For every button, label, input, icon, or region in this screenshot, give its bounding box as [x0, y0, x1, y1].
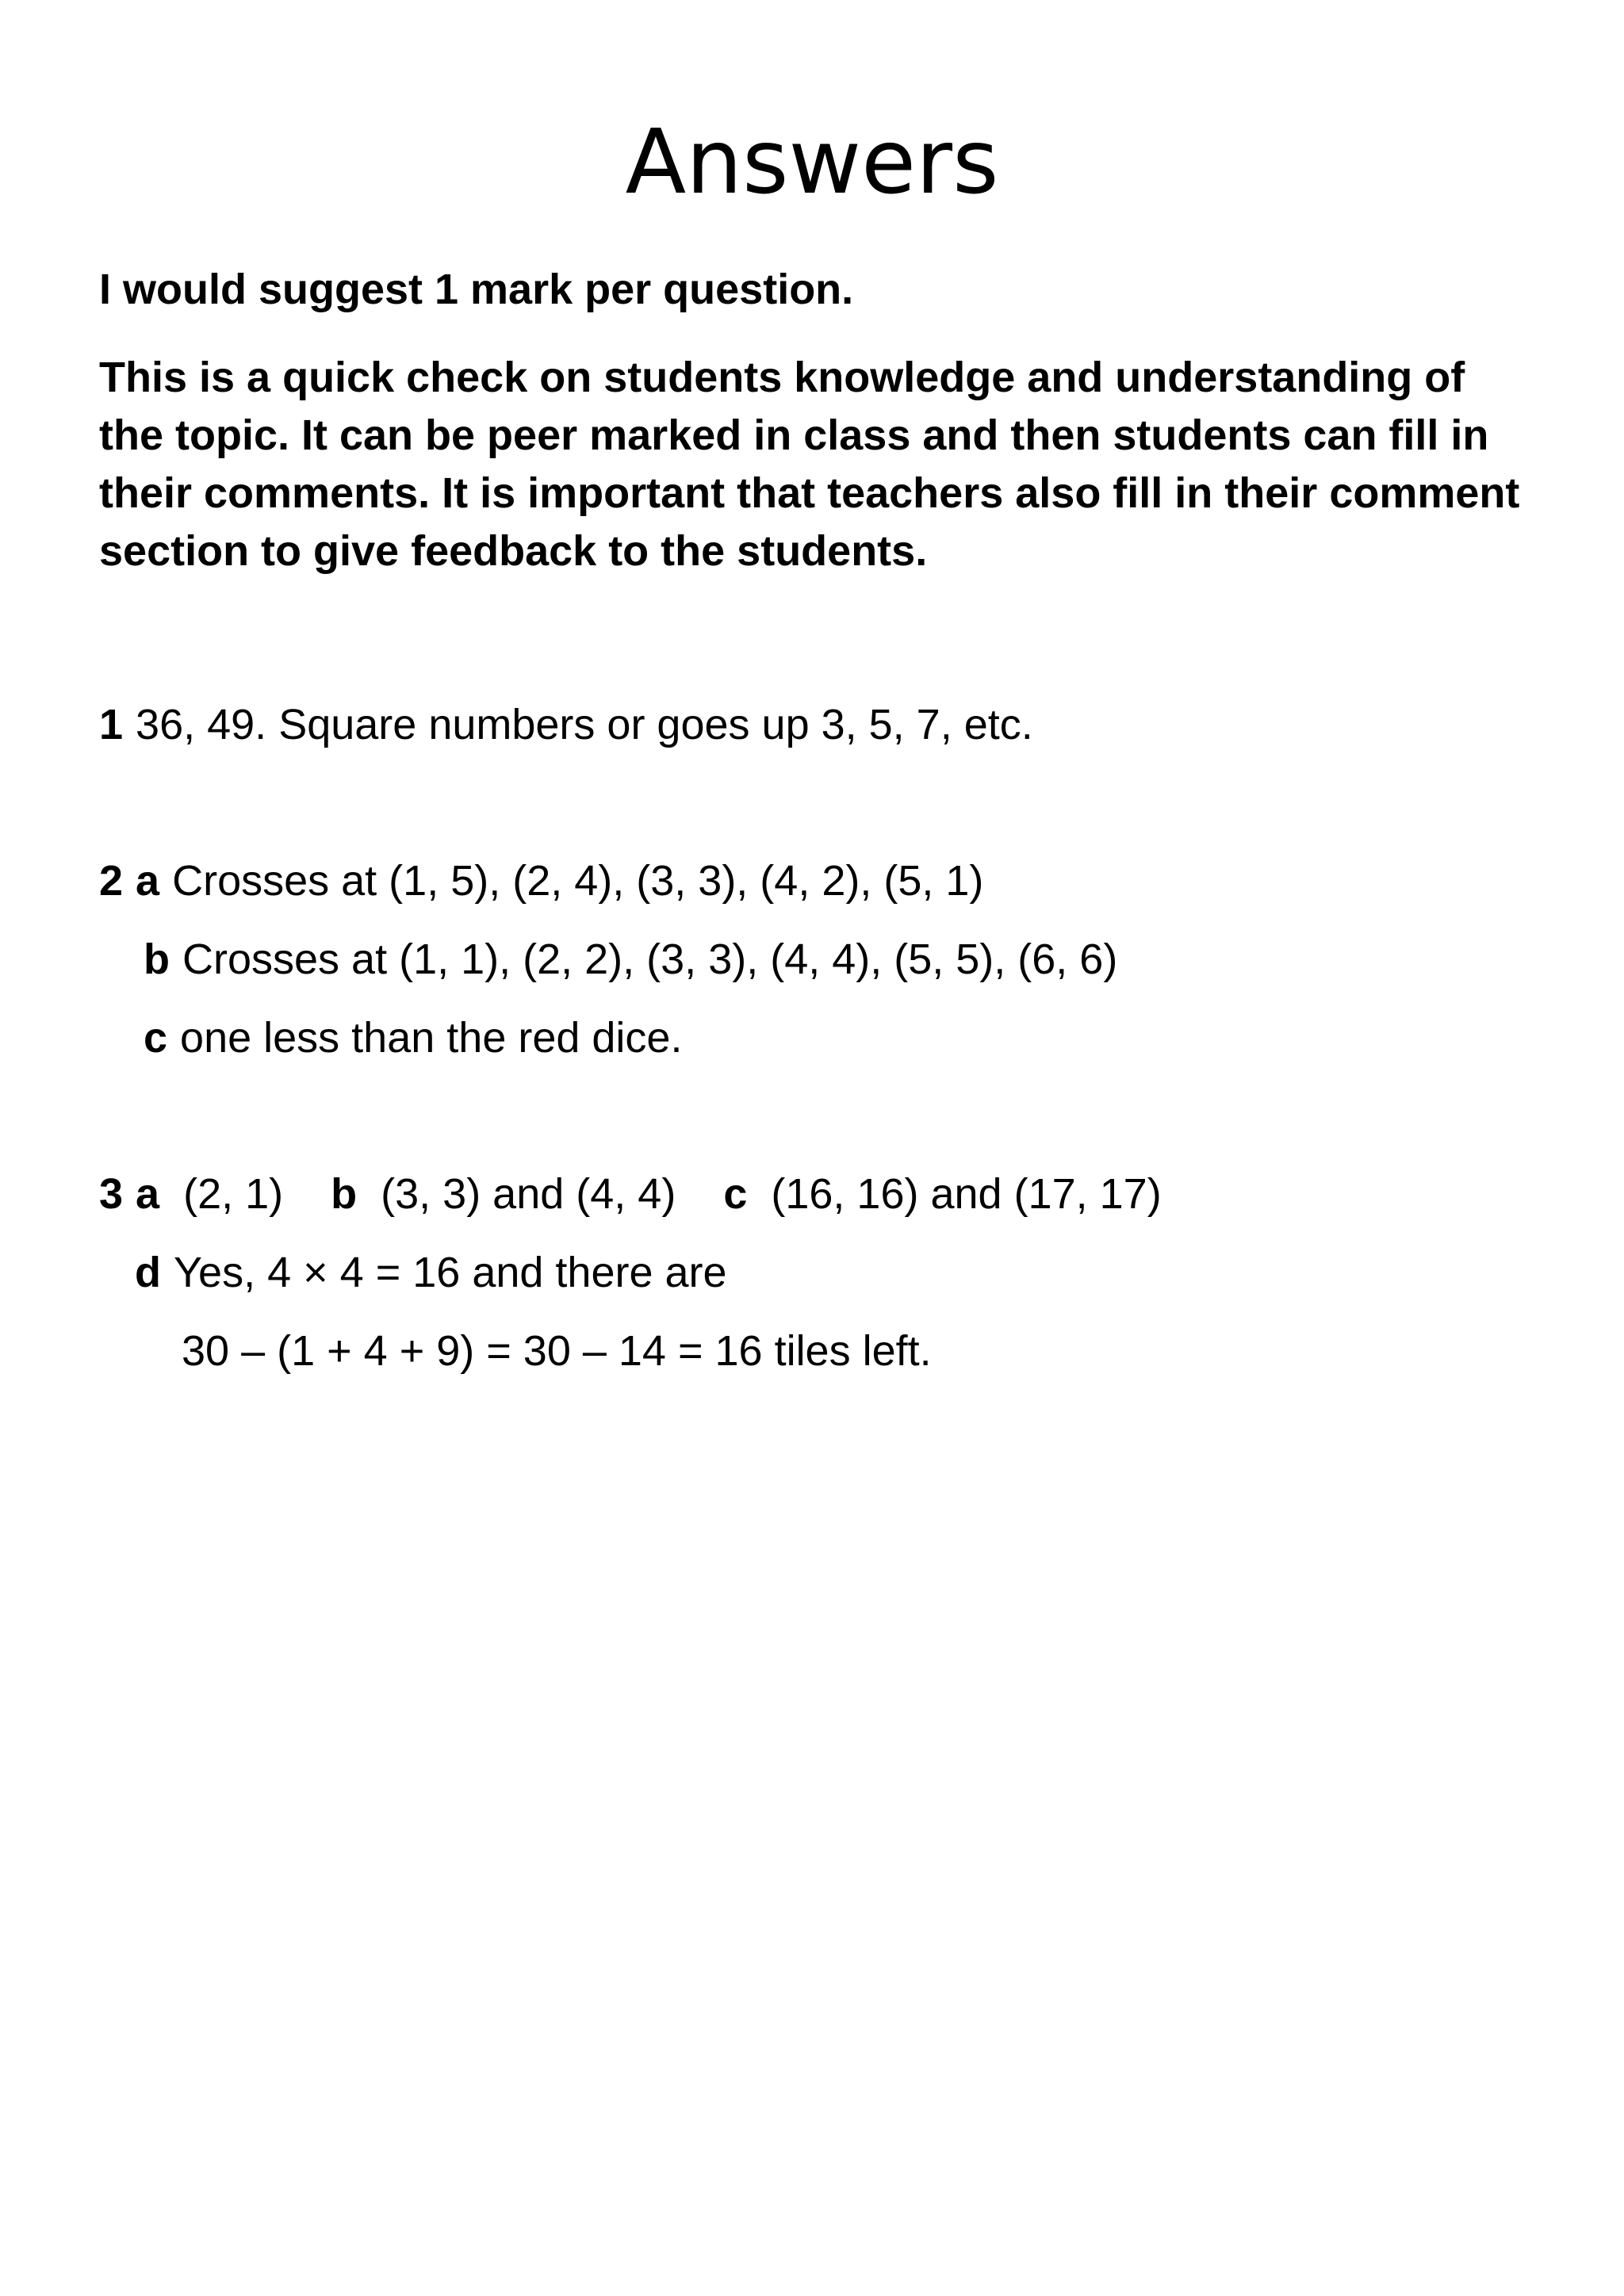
q3b-answer: (3, 3) and (4, 4): [381, 1170, 676, 1218]
q2c-answer-line: [144, 1012, 682, 1064]
page-title: Answers: [625, 111, 999, 214]
q2c-label: c: [144, 1014, 168, 1062]
q1-number: 1: [99, 701, 124, 748]
q3d-working-line: [182, 1325, 932, 1377]
guidance-paragraph: This is a quick check on students knowledge and understanding of the topic. It can be peer marked in class and then students can fill in their comments. It is important that teachers also fill in their comment section to give feedback to the students.: [99, 354, 1520, 575]
q2b-answer: Crosses at (1, 1), (2, 2), (3, 3), (4, 4), (5, 5), (6, 6): [182, 936, 1118, 983]
q2a-label: a: [136, 857, 160, 905]
q3d-label: d: [135, 1249, 161, 1296]
q3d-answer-line2: 30 – (1 + 4 + 9) = 30 – 14 = 16 tiles left.: [182, 1327, 932, 1375]
marking-note: I would suggest 1 mark per question.: [99, 266, 854, 313]
q1-answer-line: [99, 698, 1033, 751]
q3d-answer-line: [135, 1246, 727, 1299]
q2-number: 2: [99, 857, 124, 905]
q3-number: 3: [99, 1170, 124, 1218]
q3a-answer: (2, 1): [183, 1170, 284, 1218]
q2a-answer: Crosses at (1, 5), (2, 4), (3, 3), (4, 2), (5, 1): [172, 857, 984, 905]
q1-answer: 36, 49. Square numbers or goes up 3, 5, 7, etc.: [136, 701, 1033, 748]
q2b-answer-line: [144, 933, 1117, 985]
q2b-label: b: [144, 936, 170, 983]
q3abc-answer-line: [99, 1168, 1162, 1220]
q3c-label: c: [723, 1170, 748, 1218]
q2c-answer: one less than the red dice.: [180, 1014, 683, 1062]
q3c-answer: (16, 16) and (17, 17): [771, 1170, 1162, 1218]
q3a-label: a: [136, 1170, 160, 1218]
q3d-answer-line1: Yes, 4 × 4 = 16 and there are: [174, 1249, 727, 1296]
q3b-label: b: [331, 1170, 358, 1218]
q2a-answer-line: [99, 855, 983, 907]
